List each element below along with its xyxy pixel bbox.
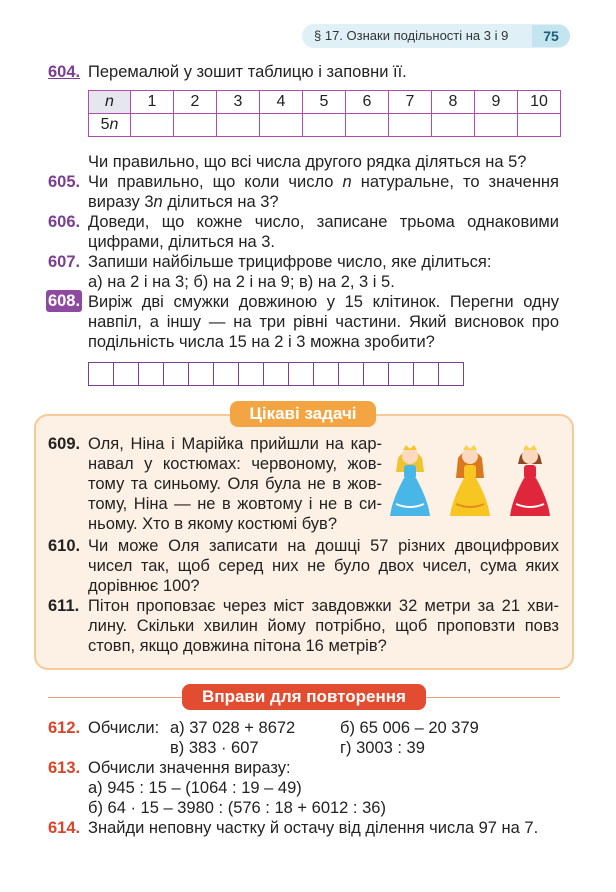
exercise-611-line-1: Пітон проповзає через міст завдовжки 32 метри за 21 хви- bbox=[88, 597, 559, 615]
exercise-613-b: б) 64 · 15 – 3980 : (576 : 18 + 6012 : 36) bbox=[88, 799, 386, 817]
exercise-607-line-2: а) на 2 і на 3; б) на 2 і на 9; в) на 2, 3 і 5. bbox=[88, 273, 395, 291]
exercise-610-line-1: Чи може Оля записати на дошці 57 різних двоцифрових bbox=[88, 537, 559, 555]
table-cell: 1 bbox=[131, 91, 174, 114]
exercise-610-line-2: чисел так, щоб серед них не було двох чисел, сума яких bbox=[88, 557, 559, 575]
strip-cell bbox=[438, 362, 464, 386]
exercise-604-question: Чи правильно, що всі числа другого рядка діляться на 5? bbox=[88, 153, 527, 171]
strip-cell bbox=[388, 362, 414, 386]
strip-cell bbox=[163, 362, 189, 386]
section-title: § 17. Ознаки подільності на 3 і 9 bbox=[314, 28, 509, 43]
table-cell-empty bbox=[260, 114, 303, 137]
exercise-612-a: а) 37 028 + 8672 bbox=[170, 719, 296, 737]
exercise-number-607: 607. bbox=[48, 253, 81, 271]
exercise-608-line-2: навпіл, а іншу — на три рівні частини. Який висновок про bbox=[88, 313, 559, 331]
table-cell: 10 bbox=[518, 91, 561, 114]
exercise-number-611: 611. bbox=[48, 597, 80, 615]
table-cell: 2 bbox=[174, 91, 217, 114]
exercise-612-b: б) 65 006 – 20 379 bbox=[340, 719, 479, 737]
strip-cell bbox=[363, 362, 389, 386]
exercise-605-line-1: Чи правильно, що коли число n натуральне, то значення bbox=[88, 173, 559, 191]
exercise-number-604: 604. bbox=[48, 63, 81, 81]
princess-blue bbox=[390, 445, 430, 516]
exercise-609-line-4: тому, Ніна — не в жовтому і не в си- bbox=[88, 495, 382, 513]
exercise-606-line-1: Доведи, що кожне число, записане трьома однаковими bbox=[88, 213, 559, 231]
exercise-number-609: 609. bbox=[48, 435, 81, 453]
exercise-613-line-1: Обчисли значення виразу: bbox=[88, 759, 291, 777]
table-cell-empty bbox=[217, 114, 260, 137]
strip-cell bbox=[313, 362, 339, 386]
strip-cell bbox=[138, 362, 164, 386]
table-cell: 8 bbox=[432, 91, 475, 114]
exercise-604-text: Перемалюй у зошит таблицю і заповни її. bbox=[88, 63, 407, 81]
table-cell: 5 bbox=[303, 91, 346, 114]
exercise-612-label: Обчисли: bbox=[88, 719, 160, 737]
table-cell-empty bbox=[174, 114, 217, 137]
table-cell-empty bbox=[303, 114, 346, 137]
table-cell-empty bbox=[518, 114, 561, 137]
exercise-613-a: а) 945 : 15 – (1064 : 19 – 49) bbox=[88, 779, 302, 797]
table-row-5n bbox=[89, 114, 561, 137]
exercise-608-line-1: Виріж дві смужки довжиною у 15 клітинок. Перегни одну bbox=[88, 293, 559, 311]
exercise-608-line-3: подільність числа 15 на 2 і 3 можна зробити? bbox=[88, 333, 435, 351]
exercise-606-line-2: цифрами, ділиться на 3. bbox=[88, 233, 276, 251]
table-cell: 9 bbox=[475, 91, 518, 114]
table-header-5n: 5n bbox=[89, 114, 131, 137]
strip-cell bbox=[413, 362, 439, 386]
table-cell: 3 bbox=[217, 91, 260, 114]
table-cell: 7 bbox=[389, 91, 432, 114]
strip-cell bbox=[213, 362, 239, 386]
exercise-number-614: 614. bbox=[48, 819, 81, 837]
princess-red bbox=[510, 445, 550, 516]
paper-strip bbox=[88, 362, 464, 386]
exercise-610-line-3: дорівнює 100? bbox=[88, 577, 200, 595]
repetition-title: Вправи для повторення bbox=[182, 684, 426, 710]
strip-cell bbox=[263, 362, 289, 386]
table-cell-empty bbox=[131, 114, 174, 137]
exercise-number-608: 608. bbox=[47, 292, 81, 310]
interesting-problems-title: Цікаві задачі bbox=[230, 401, 376, 427]
exercise-607-line-1: Запиши найбільше трицифрове число, яке ділиться: bbox=[88, 253, 492, 271]
table-cell-empty bbox=[346, 114, 389, 137]
table-cell: 4 bbox=[260, 91, 303, 114]
strip-cell bbox=[188, 362, 214, 386]
exercise-609-line-1: Оля, Ніна і Марійка прийшли на кар- bbox=[88, 435, 382, 453]
fill-table bbox=[88, 90, 561, 137]
strip-cell bbox=[338, 362, 364, 386]
exercise-611-line-2: лину. Скільки хвилин йому потрібно, щоб проповзти повз bbox=[88, 617, 559, 635]
exercise-605-line-2: виразу 3n ділиться на 3? bbox=[88, 193, 279, 211]
strip-cell bbox=[113, 362, 139, 386]
exercise-614-text: Знайди неповну частку й остачу від ділення числа 97 на 7. bbox=[88, 819, 539, 837]
exercise-612-d: г) 3003 : 39 bbox=[340, 739, 425, 757]
exercise-number-605: 605. bbox=[48, 173, 81, 191]
exercise-612-c: в) 383 · 607 bbox=[170, 739, 259, 757]
table-cell-empty bbox=[475, 114, 518, 137]
strip-cell bbox=[238, 362, 264, 386]
table-header-n: n bbox=[89, 91, 131, 114]
exercise-609-line-2: навал у костюмах: червоному, жов- bbox=[88, 455, 382, 473]
exercise-609-line-5: ньому. Хто в якому костюмі був? bbox=[88, 515, 337, 533]
table-cell-empty bbox=[432, 114, 475, 137]
table-cell: 6 bbox=[346, 91, 389, 114]
exercise-609-line-3: тому та синьому. Оля була не в жов- bbox=[88, 475, 382, 493]
table-cell-empty bbox=[389, 114, 432, 137]
page-number: 75 bbox=[532, 25, 570, 47]
exercise-number-606: 606. bbox=[48, 213, 81, 231]
princess-yellow bbox=[450, 445, 490, 516]
exercise-611-line-3: стовп, якщо довжина пітона 16 метрів? bbox=[88, 637, 387, 655]
exercise-number-610: 610. bbox=[48, 537, 81, 555]
strip-cell bbox=[88, 362, 114, 386]
strip-cell bbox=[288, 362, 314, 386]
princesses-illustration bbox=[388, 438, 566, 524]
exercise-number-612: 612. bbox=[48, 719, 81, 737]
exercise-number-613: 613. bbox=[48, 759, 81, 777]
table-row-n bbox=[89, 91, 561, 114]
